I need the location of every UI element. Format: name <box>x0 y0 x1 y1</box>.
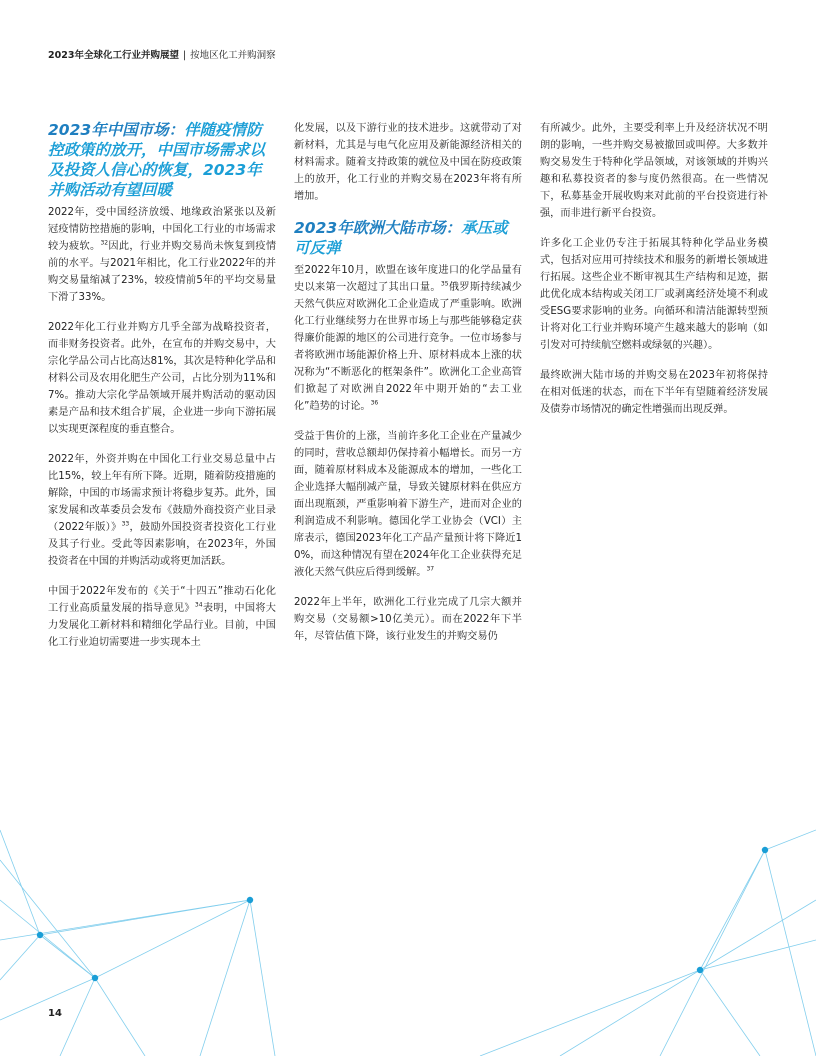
paragraph-text-cont: ，鼓励外国投资者投资化工行业及其子行业。受此等因素影响，在2023年，外国投资者在中国的并购活动或将更加活跃。 <box>48 522 277 567</box>
heading-lead: 2023年中国市场： <box>48 121 185 139</box>
running-header <box>48 47 276 61</box>
heading-text: 伴随疫情防控政策的放开，中国市场需求以及投资人信心的恢复，2023年并购活动有望回暖 <box>48 121 266 199</box>
heading-lead: 2023年欧洲大陆市场： <box>294 219 462 237</box>
body-paragraph <box>540 235 768 354</box>
body-paragraph <box>294 428 522 581</box>
column-2 <box>294 120 522 658</box>
footnote-ref: 33 <box>121 520 130 528</box>
paragraph-text: 中国于2022年发布的《关于“十四五”推动石化化工行业高质量发展的指导意见》 <box>48 586 276 614</box>
body-paragraph <box>540 367 768 418</box>
paragraph-text: 许多化工企业仍专注于拓展其特种化学品业务模式，包括对应用可持续技术和服务的新增长领域进行拓展。这些企业不断审视其生产结构和足迹，据此优化成本结构或关闭工厂或剥离经济处境不利或受ESG要求影响的业务。向循环和清洁能源转型预计将对化工行业并购环境产生越来越大的影响（如引发对可持续航空燃料或绿氨的兴趣）。 <box>540 238 768 351</box>
section-heading <box>294 218 522 258</box>
footnote-ref: 35 <box>440 280 449 288</box>
paragraph-text: 2022年，外资并购在中国化工行业交易总量中占比15%，较上年有所下降。近期，随着防疫措施的解除，中国的市场需求预计将稳步复苏。此外，国家发展和改革委员会发布《鼓励外商投资产业目录（2022年版）》 <box>48 454 276 533</box>
body-paragraph <box>294 262 522 415</box>
page-number: 14 <box>48 1008 62 1019</box>
column-3 <box>540 120 768 431</box>
paragraph-text: 2022年，受中国经济放缓、地缘政治紧张以及新冠疫情防控措施的影响，中国化工行业的市场需求较为疲软。 <box>48 207 276 252</box>
body-paragraph <box>294 594 522 645</box>
body-paragraph <box>48 451 276 570</box>
body-paragraph <box>48 319 276 438</box>
header-separator: | <box>182 50 187 61</box>
heading-text: 承压或可反弹 <box>294 219 508 257</box>
footnote-ref: 37 <box>426 565 435 573</box>
paragraph-text: 2022年上半年，欧洲化工行业完成了几宗大额并购交易（交易额>10亿美元）。而在2022年下半年，尽管估值下降，该行业发生的并购交易仍 <box>294 597 522 642</box>
section-heading <box>48 120 276 200</box>
body-paragraph <box>48 204 276 306</box>
body-paragraph <box>294 120 522 205</box>
body-paragraph <box>48 583 276 651</box>
footnote-ref: 36 <box>370 399 379 407</box>
paragraph-text: 有所减少。此外，主要受利率上升及经济状况不明朗的影响，一些并购交易被撤回或叫停。大多数并购交易发生于特种化学品领域，对该领域的并购兴趣和私募投资者的参与度仍然很高。在一些情况下，私募基金开展收购来对此前的平台投资进行补强，而非进行新平台投资。 <box>540 123 768 219</box>
column-1 <box>48 120 276 664</box>
section-title: 按地区化工并购洞察 <box>190 50 276 61</box>
paragraph-text: 至2022年10月，欧盟在该年度进口的化学品量有史以来第一次超过了其出口量。 <box>294 265 522 293</box>
paragraph-text: 2022年化工行业并购方几乎全部为战略投资者，而非财务投资者。此外，在宣布的并购交易中，大宗化学品公司占比高达81%，其次是特种化学品和材料公司及农用化肥生产公司，占比分别为11%和7%。推动大宗化学品领域开展并购活动的驱动因素是产品和技术组合扩展，企业进一步向下游拓展以实现更深程度的垂直整合。 <box>48 322 276 435</box>
paragraph-text-cont: 俄罗斯持续减少天然气供应对欧洲化工企业造成了严重影响。欧洲化工行业继续努力在世界市场上与那些能够稳定获得廉价能源的地区的公司进行竞争。一位市场参与者将欧洲市场能源价格上升、原材料成本上涨的状况称为“不断恶化的框架条件”。欧洲化工企业高管们掀起了对欧洲自2022年中期开始的“去工业化”趋势的讨论。 <box>294 282 522 412</box>
paragraph-text: 受益于售价的上涨，当前许多化工企业在产量减少的同时，营收总额却仍保持着小幅增长。而另一方面，随着原材料成本及能源成本的增加，一些化工企业选择大幅削减产量，导致关键原材料在供应方面出现瓶颈，严重影响着下游生产，进而对企业的利润造成不利影响。德国化学工业协会（VCI）主席表示，德国2023年化工产品产量预计将下降近10%，而这种情况有望在2024年化工企业获得充足液化天然气供应后得到缓解。 <box>294 431 522 578</box>
body-paragraph <box>540 120 768 222</box>
paragraph-text: 最终欧洲大陆市场的并购交易在2023年初将保持在相对低迷的状态，而在下半年有望随着经济发展及债券市场情况的确定性增强而出现反弹。 <box>540 370 768 415</box>
report-title: 2023年全球化工行业并购展望 <box>48 50 179 61</box>
paragraph-text: 化发展，以及下游行业的技术进步。这就带动了对新材料，尤其是与电气化应用及新能源经济相关的材料需求。随着支持政策的就位及中国在防疫政策上的放开，化工行业的并购交易在2023年将有所增加。 <box>294 123 522 202</box>
paragraph-text-cont: 因此，行业并购交易尚未恢复到疫情前的水平。与2021年相比，化工行业2022年的并购交易量缩减了23%，较疫情前5年的平均交易量下滑了33%。 <box>48 241 277 303</box>
footnote-ref: 34 <box>194 601 203 609</box>
footnote-ref: 32 <box>100 239 109 247</box>
network-decoration <box>0 820 816 1056</box>
paragraph-text-cont: 表明，中国将大力发展化工新材料和精细化学品行业。目前，中国化工行业迫切需要进一步实现本土 <box>48 603 276 648</box>
